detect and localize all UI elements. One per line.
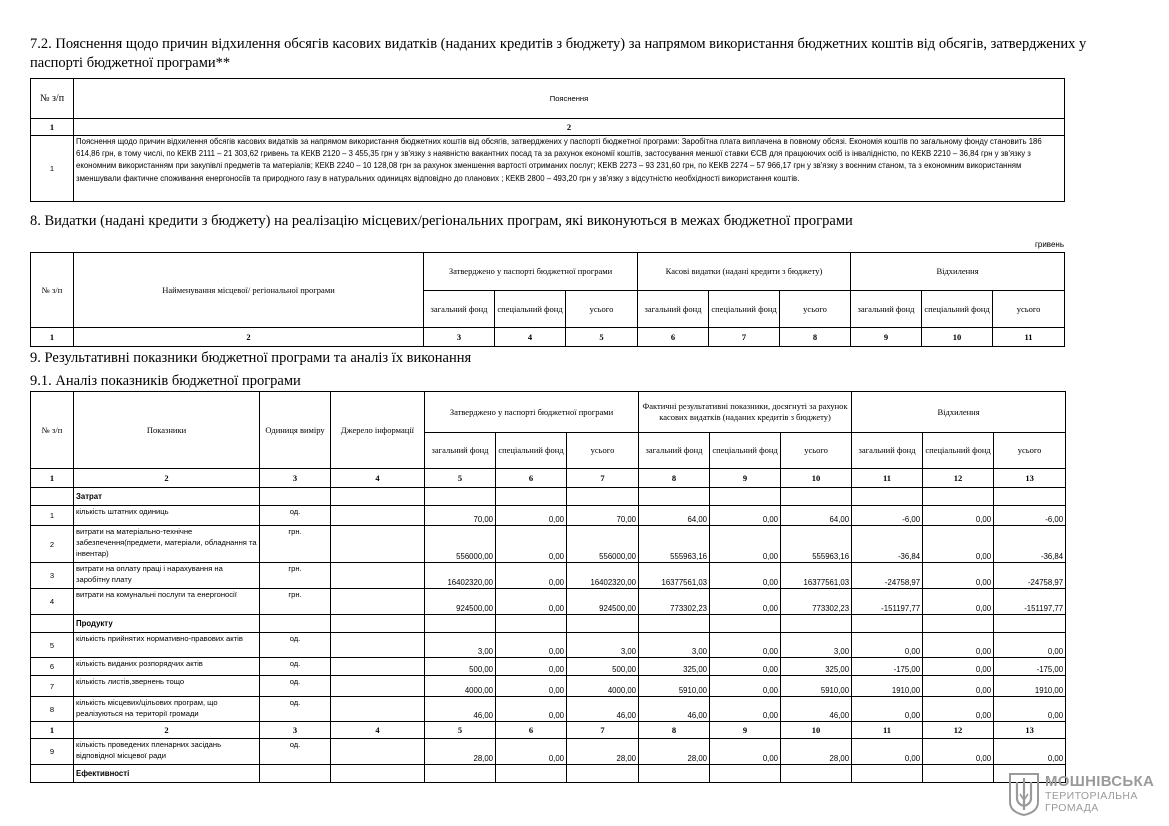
row-num: 8	[31, 697, 74, 722]
row-num: 5	[31, 633, 74, 658]
header-total: усього	[566, 291, 638, 328]
col-num: 7	[567, 722, 639, 739]
indicators-table	[30, 391, 1066, 783]
indicator-source	[331, 589, 425, 615]
col-num: 2	[74, 119, 1065, 136]
indicator-value: 1910,00	[852, 676, 923, 697]
indicator-unit: од.	[260, 633, 331, 658]
indicator-value: 500,00	[425, 658, 496, 676]
col-num: 1	[31, 469, 74, 488]
section-costs: Затрат	[74, 488, 260, 506]
indicator-source	[331, 506, 425, 526]
header-special: спеціальний фонд	[923, 433, 994, 469]
header-general: загальний фонд	[425, 433, 496, 469]
indicator-value: 0,00	[994, 697, 1066, 722]
indicator-value: 325,00	[781, 658, 852, 676]
logo-line2-text: ТЕРИТОРІАЛЬНА	[1045, 790, 1138, 802]
indicator-value: 0,00	[496, 658, 567, 676]
indicator-value: 773302,23	[781, 589, 852, 615]
header-deviation: Відхилення	[851, 253, 1065, 291]
indicator-unit: грн.	[260, 589, 331, 615]
col-num: 11	[852, 469, 923, 488]
indicator-value: 0,00	[923, 739, 994, 765]
indicator-row	[31, 526, 1066, 563]
indicator-value: 0,00	[852, 697, 923, 722]
col-num: 8	[780, 328, 851, 347]
indicator-name: кількість проведених пленарних засідань відповідної місцевої ради	[74, 739, 260, 765]
header-approved: Затверджено у паспорті бюджетної програми	[424, 253, 638, 291]
indicator-value: 3,00	[781, 633, 852, 658]
indicator-name: кількість місцевих/цільових програм, що реалізуються на території громади	[74, 697, 260, 722]
indicator-source	[331, 697, 425, 722]
indicator-value: 0,00	[496, 633, 567, 658]
col-num: 3	[260, 722, 331, 739]
col-num: 6	[638, 328, 709, 347]
indicator-value: 64,00	[639, 506, 710, 526]
indicator-value: 0,00	[496, 506, 567, 526]
indicator-value: 1910,00	[994, 676, 1066, 697]
col-num: 1	[31, 328, 74, 347]
indicator-value: -151197,77	[852, 589, 923, 615]
indicator-unit: од.	[260, 506, 331, 526]
indicator-value: 5910,00	[781, 676, 852, 697]
header-deviation: Відхилення	[852, 392, 1066, 433]
header-total: усього	[781, 433, 852, 469]
indicator-value: -151197,77	[994, 589, 1066, 615]
header-explanation: Пояснення	[74, 79, 1065, 119]
col-num: 4	[331, 722, 425, 739]
indicator-value: 0,00	[710, 506, 781, 526]
col-num: 6	[496, 469, 567, 488]
indicator-source	[331, 739, 425, 765]
indicator-value: 555963,16	[781, 526, 852, 563]
indicator-value: -6,00	[852, 506, 923, 526]
col-num: 9	[851, 328, 922, 347]
indicator-value: 0,00	[923, 658, 994, 676]
indicator-value: -6,00	[994, 506, 1066, 526]
indicator-source	[331, 563, 425, 589]
col-num: 3	[424, 328, 495, 347]
indicator-value: 0,00	[710, 589, 781, 615]
indicator-value: -36,84	[994, 526, 1066, 563]
header-special: спеціальний фонд	[709, 291, 780, 328]
indicator-row	[31, 506, 1066, 526]
indicator-name: кількість виданих розпорядчих актів	[74, 658, 260, 676]
indicator-value: 0,00	[496, 697, 567, 722]
community-logo	[1008, 770, 1158, 820]
indicator-value: 0,00	[923, 506, 994, 526]
indicator-value: -24758,97	[852, 563, 923, 589]
indicator-value: 924500,00	[567, 589, 639, 615]
indicator-source	[331, 658, 425, 676]
rows-costs	[31, 506, 1066, 615]
col-num: 1	[31, 119, 74, 136]
indicator-row	[31, 563, 1066, 589]
indicator-value: 0,00	[994, 739, 1066, 765]
indicator-value: 0,00	[923, 589, 994, 615]
header-general: загальний фонд	[851, 291, 922, 328]
header-general: загальний фонд	[639, 433, 710, 469]
indicator-value: 3,00	[425, 633, 496, 658]
indicator-value: 28,00	[781, 739, 852, 765]
col-num: 12	[923, 722, 994, 739]
col-num: 5	[425, 722, 496, 739]
indicator-value: 0,00	[710, 739, 781, 765]
indicator-name: витрати на матеріально-технічне забезпечення(предмети, матеріали, обладнання та інвентар)	[74, 526, 260, 563]
indicator-row	[31, 658, 1066, 676]
indicator-value: 3,00	[639, 633, 710, 658]
indicator-value: 46,00	[639, 697, 710, 722]
indicator-source	[331, 633, 425, 658]
col-num: 10	[781, 722, 852, 739]
indicator-value: 0,00	[496, 563, 567, 589]
row-num: 1	[31, 136, 74, 202]
logo-line2	[1045, 790, 1155, 814]
header-actual: Фактичні результативні показники, досягнуті за рахунок касових видатків (наданих кредитів з бюджету)	[639, 392, 852, 433]
indicator-value: 0,00	[496, 526, 567, 563]
header-general: загальний фонд	[424, 291, 495, 328]
header-general: загальний фонд	[638, 291, 709, 328]
indicator-source	[331, 676, 425, 697]
indicator-value: -36,84	[852, 526, 923, 563]
indicator-value: 555963,16	[639, 526, 710, 563]
indicator-row	[31, 633, 1066, 658]
indicator-value: 0,00	[710, 526, 781, 563]
indicator-name: кількість штатних одиниць	[74, 506, 260, 526]
indicator-unit: грн.	[260, 563, 331, 589]
col-num: 2	[74, 328, 424, 347]
section-9-1-title: 9.1. Аналіз показників бюджетної програми	[30, 373, 301, 389]
indicator-value: 0,00	[710, 697, 781, 722]
header-total: усього	[780, 291, 851, 328]
trident-icon	[1008, 772, 1040, 816]
indicator-value: 16377561,03	[781, 563, 852, 589]
header-approved: Затверджено у паспорті бюджетної програми	[425, 392, 639, 433]
indicator-row	[31, 739, 1066, 765]
indicator-value: 500,00	[567, 658, 639, 676]
indicator-value: 0,00	[923, 633, 994, 658]
section-8-title: 8. Видатки (надані кредити з бюджету) на реалізацію місцевих/регіональних програм, які виконуються в межах бюджетної програми	[30, 213, 853, 229]
indicator-value: 0,00	[923, 676, 994, 697]
indicator-value: -24758,97	[994, 563, 1066, 589]
col-num: 5	[425, 469, 496, 488]
rows-product	[31, 633, 1066, 722]
row-num: 6	[31, 658, 74, 676]
col-num: 4	[495, 328, 566, 347]
indicator-unit: од.	[260, 676, 331, 697]
header-special: спеціальний фонд	[495, 291, 566, 328]
row-num: 2	[31, 526, 74, 563]
header-total: усього	[993, 291, 1065, 328]
section-9-title: 9. Результативні показники бюджетної програми та аналіз їх виконання	[30, 350, 472, 366]
col-num: 8	[639, 469, 710, 488]
header-num: № з/п	[31, 392, 74, 469]
section-efficiency: Ефективності	[74, 765, 260, 783]
indicator-value: 28,00	[567, 739, 639, 765]
header-num: № з/п	[31, 253, 74, 328]
row-num: 1	[31, 506, 74, 526]
indicator-value: 0,00	[923, 563, 994, 589]
indicator-unit: грн.	[260, 526, 331, 563]
col-num: 3	[260, 469, 331, 488]
col-num: 11	[852, 722, 923, 739]
indicator-value: 4000,00	[567, 676, 639, 697]
col-num: 13	[994, 722, 1066, 739]
row-num: 7	[31, 676, 74, 697]
col-num: 7	[567, 469, 639, 488]
indicator-value: 325,00	[639, 658, 710, 676]
header-total: усього	[567, 433, 639, 469]
indicator-value: 0,00	[496, 589, 567, 615]
logo-line1: МОШНІВСЬКА	[1045, 773, 1155, 790]
row-num: 9	[31, 739, 74, 765]
header-general: загальний фонд	[852, 433, 923, 469]
indicator-unit: од.	[260, 739, 331, 765]
row-num: 3	[31, 563, 74, 589]
indicator-value: 0,00	[852, 633, 923, 658]
col-num: 7	[709, 328, 780, 347]
col-num: 13	[994, 469, 1066, 488]
explanation-table	[30, 78, 1065, 202]
col-num: 1	[31, 722, 74, 739]
indicator-value: -175,00	[994, 658, 1066, 676]
indicator-value: 556000,00	[425, 526, 496, 563]
section-product: Продукту	[74, 615, 260, 633]
indicator-name: витрати на комунальні послуги та енергоносії	[74, 589, 260, 615]
indicator-value: 773302,23	[639, 589, 710, 615]
col-num: 12	[923, 469, 994, 488]
col-num: 11	[993, 328, 1065, 347]
indicator-value: 70,00	[567, 506, 639, 526]
indicator-value: 70,00	[425, 506, 496, 526]
header-special: спеціальний фонд	[496, 433, 567, 469]
indicator-row	[31, 697, 1066, 722]
indicator-row	[31, 676, 1066, 697]
header-special: спеціальний фонд	[710, 433, 781, 469]
indicator-value: 5910,00	[639, 676, 710, 697]
indicator-name: витрати на оплату праці і нарахування на заробітну плату	[74, 563, 260, 589]
col-num: 8	[639, 722, 710, 739]
indicator-value: 0,00	[710, 563, 781, 589]
header-indicators: Показники	[74, 392, 260, 469]
col-num: 10	[781, 469, 852, 488]
indicator-value: 0,00	[923, 526, 994, 563]
indicator-value: 28,00	[639, 739, 710, 765]
indicator-value: 46,00	[425, 697, 496, 722]
col-num: 2	[74, 722, 260, 739]
indicator-value: -175,00	[852, 658, 923, 676]
indicator-value: 64,00	[781, 506, 852, 526]
indicator-value: 4000,00	[425, 676, 496, 697]
indicator-value: 28,00	[425, 739, 496, 765]
indicator-row	[31, 589, 1066, 615]
logo-line3-text: ГРОМАДА	[1045, 802, 1099, 814]
header-source: Джерело інформації	[331, 392, 425, 469]
indicator-value: 0,00	[710, 676, 781, 697]
col-num: 10	[922, 328, 993, 347]
indicator-value: 924500,00	[425, 589, 496, 615]
indicator-value: 46,00	[567, 697, 639, 722]
header-cash: Касові видатки (надані кредити з бюджету)	[638, 253, 851, 291]
rows-extra	[31, 739, 1066, 765]
col-num: 2	[74, 469, 260, 488]
indicator-value: 0,00	[994, 633, 1066, 658]
indicator-value: 0,00	[710, 658, 781, 676]
header-special: спеціальний фонд	[922, 291, 993, 328]
indicator-value: 0,00	[496, 676, 567, 697]
indicator-unit: од.	[260, 658, 331, 676]
local-programs-table	[30, 252, 1065, 347]
header-unit: Одиниця виміру	[260, 392, 331, 469]
indicator-source	[331, 526, 425, 563]
indicator-value: 16377561,03	[639, 563, 710, 589]
row-num: 4	[31, 589, 74, 615]
indicator-name: кількість прийнятих нормативно-правових актів	[74, 633, 260, 658]
indicator-name: кількість листів,звернень тощо	[74, 676, 260, 697]
col-num: 9	[710, 469, 781, 488]
header-total: усього	[994, 433, 1066, 469]
indicator-value: 3,00	[567, 633, 639, 658]
section-7-2-title: 7.2. Пояснення щодо причин відхилення обсягів касових видатків (наданих кредитів з бюджету) за напрямом використання бюджетних коштів від обсягів, затверджених у паспорті бюджетної програми**	[30, 36, 1087, 71]
explanation-text: Пояснення щодо причин відхилення обсягів касових видатків за напрямом використання бюджетних коштів від обсягів, затверджених у паспорті бюджетної програми: Заробітна плата виплачена в повному обсязі. Економія коштів по загальному фонду становить 186 614,86 грн, в тому числі, по КЕКВ 2111 – 21 303,62 гривень та КЕКВ 2120 – 3 455,35 грн у зв'язку з наявністю вакантних посад та за рахунок економії коштів, застосування меншої ставки ЄСВ для працюючих осіб із інвалідністю, по КЕКВ 2210 – 36,84 грн у зв'язку з економним використанням при закупівлі предметів та матеріалів; КЕКВ 2240 – 10 128,08 грн за рахунок зменшення вартості отриманих послуг; КЕКВ 2273 – 93 231,60 грн, по КЕКВ 2274 – 57 966,17 грн у зв'язку з воєнним станом, та з економним використанням зменшували фактичне споживання енергоносіїв та природного газу в натуральних одиницях відповідно до планових ; КЕКВ 2800 – 493,20 грн у зв'язку з відсутністю необхідності використання коштів.	[74, 136, 1065, 202]
col-num: 6	[496, 722, 567, 739]
currency-unit: гривень	[1034, 240, 1064, 249]
col-num: 9	[710, 722, 781, 739]
indicator-unit: од.	[260, 697, 331, 722]
col-num: 4	[331, 469, 425, 488]
indicator-value: 0,00	[852, 739, 923, 765]
indicator-value: 0,00	[710, 633, 781, 658]
header-num: № з/п	[31, 79, 74, 119]
col-num: 5	[566, 328, 638, 347]
indicator-value: 0,00	[923, 697, 994, 722]
header-program-name: Найменування місцевої/ регіональної програми	[74, 253, 424, 328]
indicator-value: 16402320,00	[425, 563, 496, 589]
indicator-value: 0,00	[496, 739, 567, 765]
indicator-value: 16402320,00	[567, 563, 639, 589]
indicator-value: 46,00	[781, 697, 852, 722]
indicator-value: 556000,00	[567, 526, 639, 563]
